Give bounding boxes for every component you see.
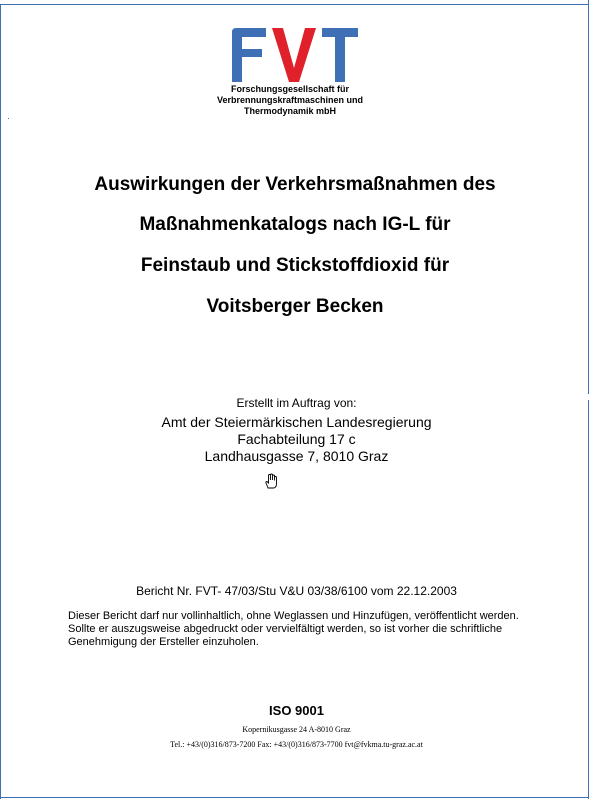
page-border-bottom <box>0 797 589 798</box>
stray-mark <box>8 118 9 119</box>
logo-subtitle <box>190 84 390 117</box>
client-name: Amt der Steiermärkischen Landesregierung <box>161 414 432 430</box>
report-number: Bericht Nr. FVT- 47/03/Stu V&U 03/38/6100 vom 22.12.2003 <box>136 584 457 598</box>
fvt-logo <box>228 24 360 86</box>
page-border-top <box>0 4 589 5</box>
client-address: Landhausgasse 7, 8010 Graz <box>204 448 389 464</box>
logo-subtitle-line: Verbrennungskraftmaschinen und <box>216 95 364 105</box>
title-line-1: Auswirkungen der Verkehrsmaßnahmen des <box>94 174 496 195</box>
logo-subtitle-line: Thermodynamik mbH <box>243 106 337 116</box>
page-border-right <box>588 0 589 394</box>
title-line-3: Feinstaub und Stickstoffdioxid für <box>140 255 450 276</box>
footer-address: Kopernikusgasse 24 A-8010 Graz <box>242 725 351 734</box>
commissioned-label: Erstellt im Auftrag von: <box>236 396 357 410</box>
hand-cursor-icon <box>262 472 280 490</box>
publication-notice: Dieser Bericht darf nur vollinhaltlich, ohne Weglassen und Hinzufügen, veröffentlicht werden. Sollte er auszugsweise abgedruckt oder vervielfältigt werden, so ist vorher die schriftliche Genehmigung der Ersteller einzuholen. <box>68 610 519 648</box>
iso-certification: ISO 9001 <box>269 703 324 718</box>
title-line-4: Voitsberger Becken <box>206 296 384 317</box>
title-line-2: Maßnahmenkatalogs nach IG-L für <box>139 214 451 235</box>
logo-subtitle-line: Forschungsgesellschaft für <box>230 84 350 94</box>
footer-contact: Tel.: +43/(0)316/873-7200 Fax: +43/(0)316/873-7700 fvt@fvkma.tu-graz.ac.at <box>170 740 423 749</box>
client-department: Fachabteilung 17 c <box>237 431 356 447</box>
